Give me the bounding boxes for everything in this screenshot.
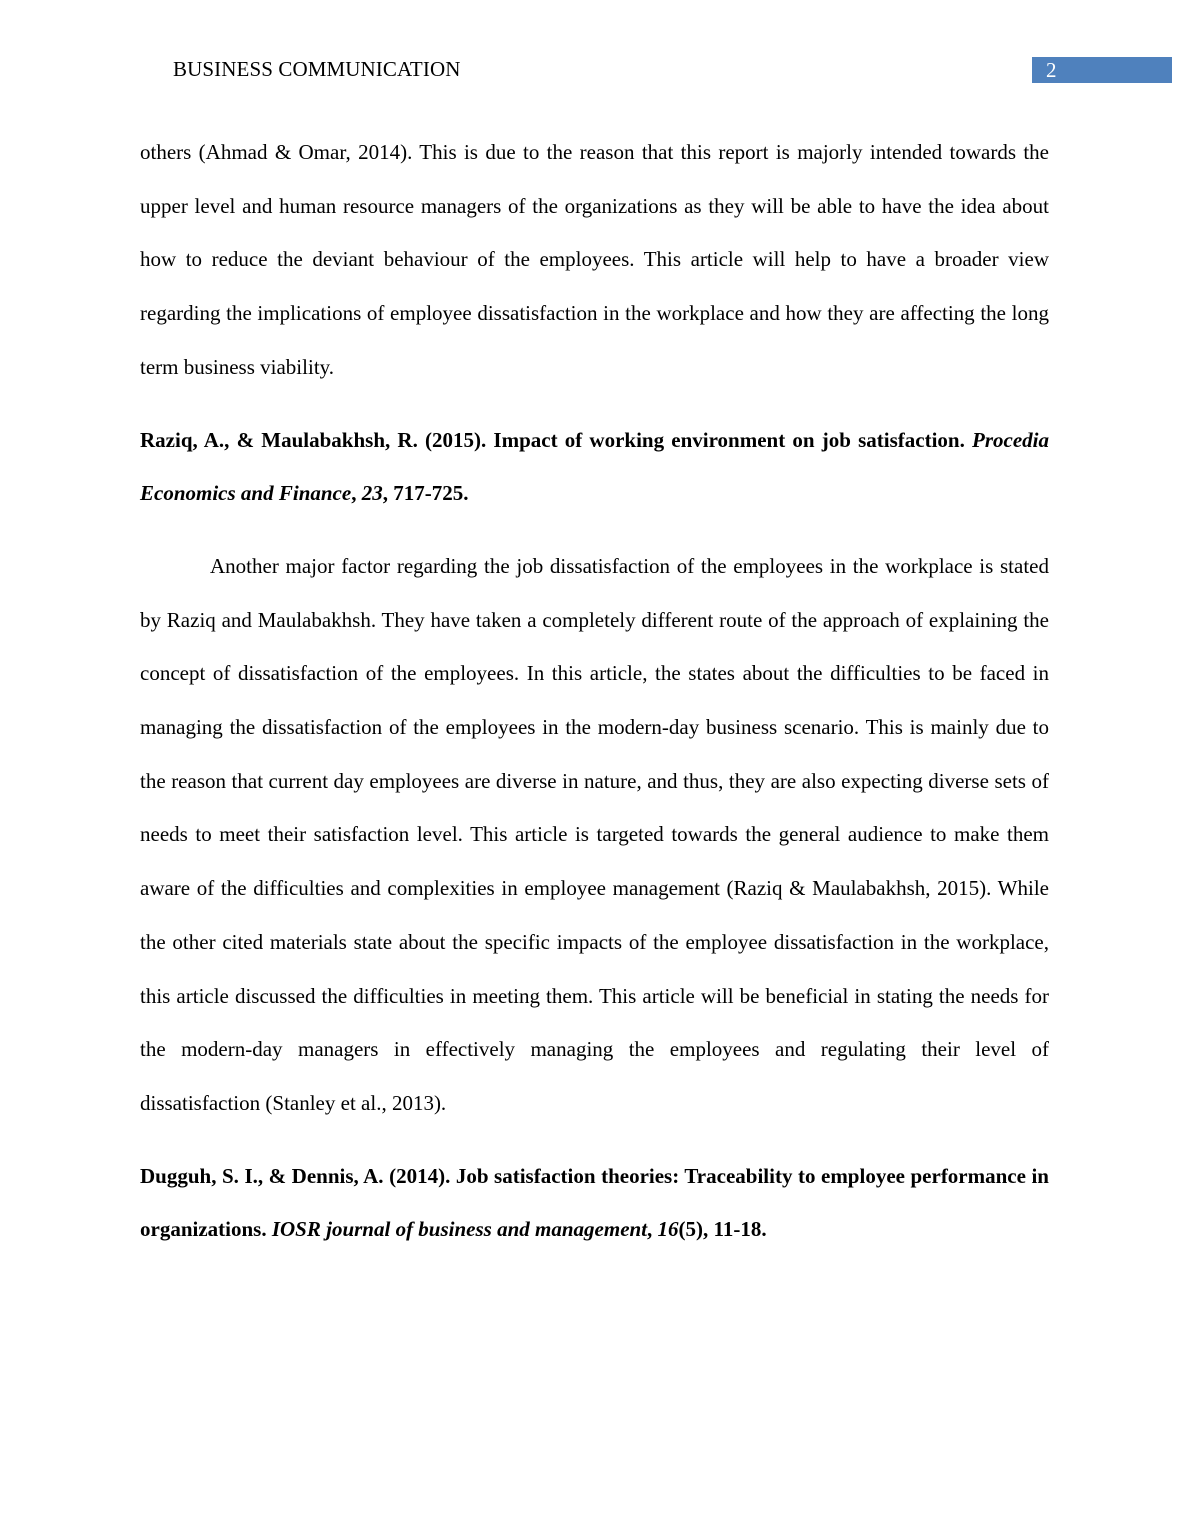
reference-2-sep: ,	[647, 1217, 658, 1242]
reference-1-sep: ,	[351, 481, 362, 506]
reference-entry-2	[140, 1150, 1049, 1257]
reference-2-tail: (5), 11-18.	[678, 1217, 767, 1242]
body-paragraph-1: others (Ahmad & Omar, 2014). This is due to the reason that this report is majorly intended towards the upper level and human resource managers of the organizations as they will be able to have the idea about how to reduce the deviant behaviour of the employees. This article will help to have a broader view regarding the implications of employee dissatisfaction in the workplace and how they are affecting the long term business viability.	[140, 140, 1049, 379]
reference-2-journal: IOSR journal of business and management	[271, 1217, 648, 1242]
reference-1-journal: Procedia Economics and Finance	[140, 427, 1049, 506]
page-number-box	[1032, 57, 1172, 83]
reference-1-volume: 23	[361, 481, 383, 506]
reference-1-lead: Raziq, A., & Maulabakhsh, R. (2015). Impact of working environment on job satisfaction.	[140, 427, 973, 452]
body-paragraph-2: Another major factor regarding the job dissatisfaction of the employees in the workplace is stated by Raziq and Maulabakhsh. They have taken a completely different route of the approach of explaining the concept of dissatisfaction of the employees. In this article, the states about the difficulties to be faced in managing the dissatisfaction of the employees in the modern-day business scenario. This is mainly due to the reason that current day employees are diverse in nature, and thus, they are also expecting diverse sets of needs to meet their satisfaction level. This article is targeted towards the general audience to make them aware of the difficulties and complexities in employee management (Raziq & Maulabakhsh, 2015). While the other cited materials state about the specific impacts of the employee dissatisfaction in the workplace, this article discussed the difficulties in meeting them. This article will be beneficial in stating the needs for the modern-day managers in effectively managing the employees and regulating their level of dissatisfaction (Stanley et al., 2013).	[140, 553, 1049, 1115]
page-number: 2	[1046, 58, 1057, 82]
reference-2-lead: Dugguh, S. I., & Dennis, A. (2014). Job satisfaction theories: Traceability to employee performance in organizations.	[140, 1163, 1049, 1242]
reference-entry-1	[140, 414, 1049, 521]
document-body	[140, 126, 1049, 1257]
reference-2-volume: 16	[657, 1217, 679, 1242]
running-head: BUSINESS COMMUNICATION	[173, 57, 461, 81]
reference-1-tail: , 717-725.	[382, 481, 469, 506]
